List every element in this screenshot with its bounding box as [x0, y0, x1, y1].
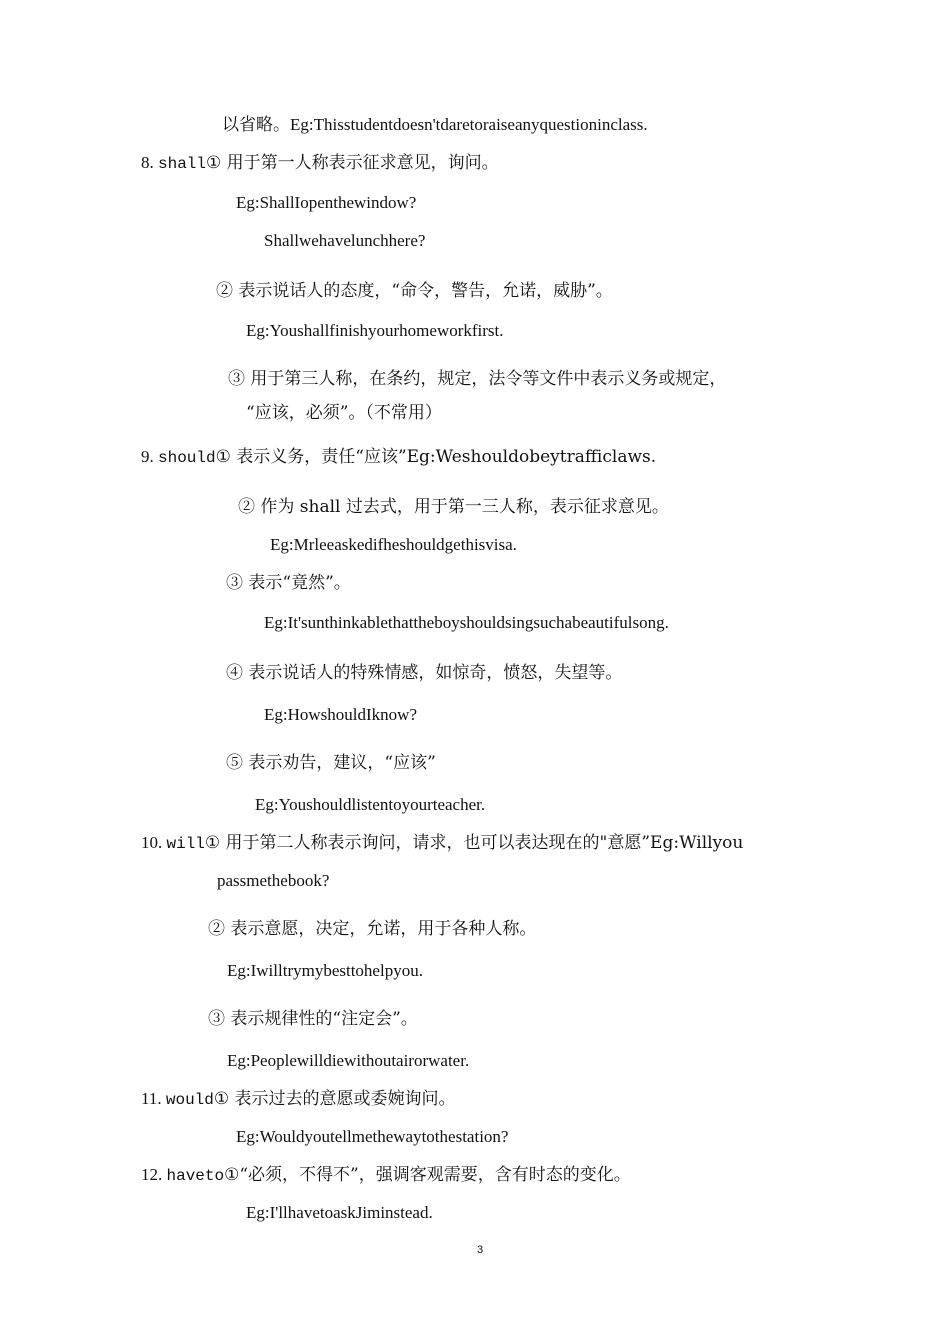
sub-point: ⑤ 表示劝告，建议，“应该”	[226, 753, 436, 773]
sub-point: ② 表示意愿，决定，允诺，用于各种人称。	[208, 919, 537, 939]
example-sentence: Eg:Thisstudentdoesn'tdaretoraiseanyquestioninclass.	[290, 115, 648, 134]
item-number: 12.	[141, 1165, 167, 1184]
text-line	[222, 114, 648, 136]
sub-point: ③ 表示“竟然”。	[226, 573, 351, 593]
example-sentence: Eg:Mrleeaskedifheshouldgethisvisa.	[270, 535, 517, 554]
example-sentence: Eg:Iwilltrymybesttohelpyou.	[227, 961, 423, 980]
example-sentence: Eg:ShallIopenthewindow?	[236, 193, 417, 212]
text-fragment: 以省略。	[222, 115, 290, 135]
sub-point: ② 作为 shall 过去式，用于第一三人称，表示征求意见。	[238, 497, 669, 517]
list-item-will	[141, 832, 743, 855]
item-number: 10.	[141, 833, 167, 852]
sub-point: ② 表示说话人的态度，“命令，警告，允诺，威胁”。	[216, 281, 613, 301]
sub-point: ③ 表示规律性的“注定会”。	[208, 1009, 418, 1029]
item-description: ①“必须，不得不”，强调客观需要，含有时态的变化。	[224, 1165, 631, 1185]
example-sentence: Eg:Youshouldlistentoyourteacher.	[255, 795, 486, 814]
keyword: shall	[158, 155, 207, 173]
keyword: should	[158, 449, 216, 467]
page-number: 3	[477, 1244, 484, 1256]
example-sentence: Eg:I'llhavetoaskJiminstead.	[246, 1203, 433, 1222]
item-description: ① 表示义务，责任“应该”Eg:Weshouldobeytrafficlaws.	[215, 447, 657, 467]
keyword: haveto	[166, 1167, 225, 1185]
item-number: 8.	[141, 153, 158, 172]
item-number: 11.	[141, 1089, 166, 1108]
list-item-shall	[141, 152, 499, 175]
example-sentence: Shallwehavelunchhere?	[264, 231, 426, 250]
list-item-haveto	[141, 1164, 631, 1187]
keyword: would	[165, 1091, 214, 1109]
example-sentence: Eg:Youshallfinishyourhomeworkfirst.	[246, 321, 504, 340]
item-description: ① 用于第一人称表示征求意见，询问。	[206, 153, 499, 173]
item-description: ① 表示过去的意愿或委婉询问。	[213, 1089, 456, 1109]
list-item-would	[141, 1088, 456, 1111]
item-description: ① 用于第二人称表示询问，请求，也可以表达现在的"意愿”Eg:Willyou	[204, 833, 744, 853]
list-item-should	[141, 446, 656, 469]
sub-point: ④ 表示说话人的特殊情感，如惊奇，愤怒，失望等。	[226, 663, 623, 683]
example-sentence: Eg:HowshouldIknow?	[264, 705, 417, 724]
sub-point: ③ 用于第三人称，在条约，规定，法令等文件中表示义务或规定，	[228, 369, 727, 389]
example-sentence-continuation: passmethebook?	[217, 871, 330, 890]
item-number: 9.	[141, 447, 158, 466]
sub-point-continuation: “应该，必须”。（不常用）	[246, 403, 442, 423]
example-sentence: Eg:It'sunthinkablethattheboyshouldsingsuchabeautifulsong.	[264, 613, 669, 632]
example-sentence: Eg:Peoplewilldiewithoutairorwater.	[227, 1051, 470, 1070]
keyword: will	[166, 835, 205, 853]
example-sentence: Eg:Wouldyoutellmethewaytothestation?	[236, 1127, 509, 1146]
